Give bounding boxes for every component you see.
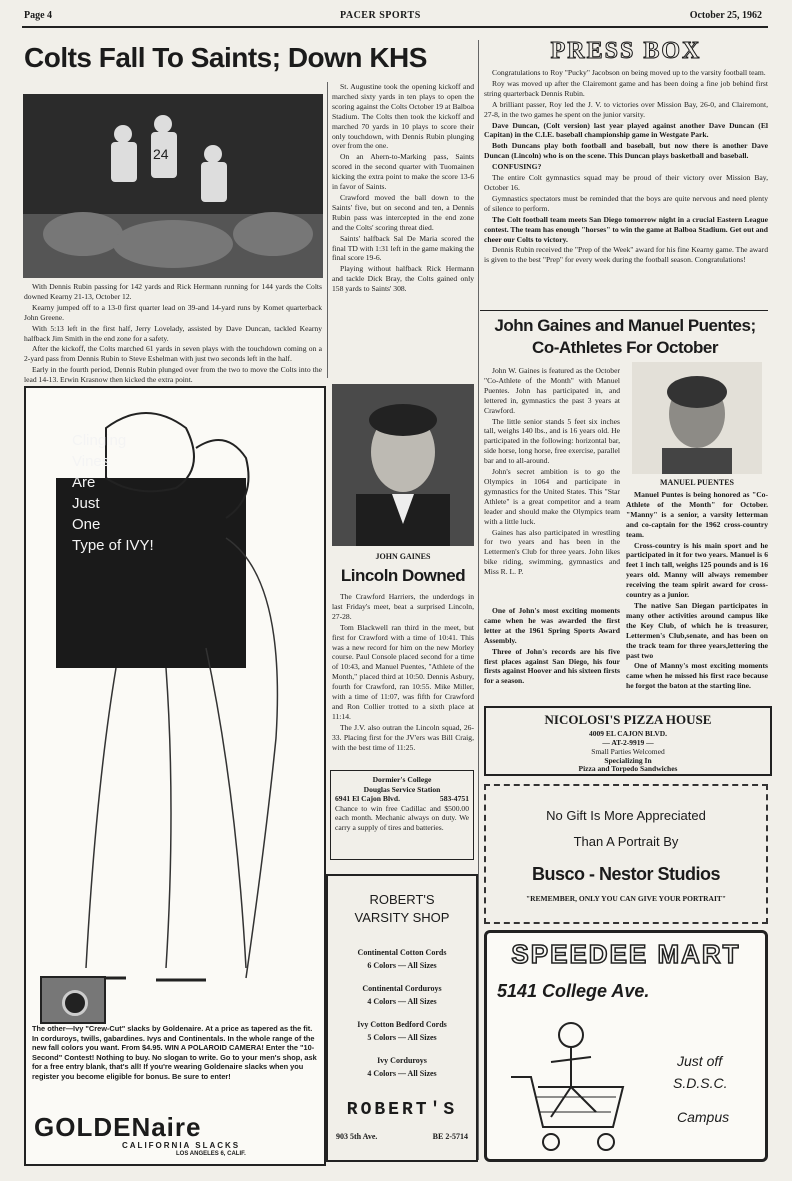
ad-tagline xyxy=(72,430,154,556)
nicolosi-address: 4009 EL CAJON BLVD. xyxy=(588,729,668,738)
header-rule xyxy=(22,26,768,28)
press-box-title: PRESS BOX xyxy=(550,38,702,64)
speedee-note-3: Campus xyxy=(677,1109,730,1125)
tagline-line: Just xyxy=(72,495,100,512)
paragraph: One of John's most exciting moments came when he was awarded the first letter at the 1961 Spring Sports Award Assembly. xyxy=(484,606,620,645)
paragraph: Manuel Puntes is being honored as "Co-Athlete of the Month" for October. "Manny" is a senior, a varsity letterman and co-captain for the 1962 cross-country team. xyxy=(626,490,768,539)
goldenaire-logo: GOLDENaire xyxy=(34,1112,202,1142)
busco-studio: Busco - Nestor Studios xyxy=(531,864,721,884)
speedee-note-2: S.D.S.C. xyxy=(673,1075,728,1091)
roberts-phone: BE 2-5714 xyxy=(432,1132,468,1141)
tagline-line: One xyxy=(72,516,101,533)
ad-copy: The other—Ivy "Crew-Cut" slacks by Goldenaire. At a price as tapered as the fit. In corduroys, twills, gabardines. Ivys and Continentals. In the whole range of the new fall colors you want. From $4.95. WIN A POLAROID CAMERA! Enter the "10-Second" Contest! Nothing to buy. No slogan to write. Go to your men's shop, ask for a free entry blank, that's all! If you're wearing Goldenaire slacks when you register you become eligible for bonus. Be sure to enter! xyxy=(32,1024,317,1081)
paragraph: The Colt football team meets San Diego tomorrow night in a crucial Eastern League contest. The team has enough "horses" to win the game at Balboa Stadium. Get out and cheer our Colts to victory. xyxy=(484,214,769,244)
speedee-title: SPEEDEE MART xyxy=(511,939,741,969)
dormier-body: Chance to win free Cadillac and $500.00 each month. Mechanic always on duty. We carry a supply of tires and batteries. xyxy=(335,803,469,832)
roberts-item-detail: 5 Colors — All Sizes xyxy=(367,1033,437,1042)
paragraph: With 5:13 left in the first half, Jerry Lovelady, assisted by Dave Duncan, tackled Kearny halfback Jim Smith in the end zone for a safety. xyxy=(24,323,322,343)
paragraph: Cross-country is his main sport and he participated in it for two years. Manuel is 6 feet 1 inch tall, weighs 125 pounds and is 16 years old. Manny will always remember receiving the team spirit award for cross-country as a junior. xyxy=(626,540,768,600)
page-number: Page 4 xyxy=(24,10,53,21)
busco-quote: "REMEMBER, ONLY YOU CAN GIVE YOUR PORTRAIT" xyxy=(525,894,727,903)
puentes-caption: MANUEL PUENTES xyxy=(659,478,734,487)
paragraph: Three of John's records are his five first places against San Diego, his four firsts against Hoover and his sixteen firsts for a season. xyxy=(484,646,620,686)
lincoln-story xyxy=(332,592,474,754)
paragraph: Tom Blackwell ran third in the meet, but first for Crawford with a time of 10:41. This was a new record for him on the new Morley course. Paul Console placed second for a time of 10:43, and Manuel Puentes, "Athlete of the Month," placed third at 10:50. Dennis Asbury, fourth for Crawford, ran 10:55. Mike Miller, with a time of 11:07, was fifth for Crawford and Ron Collier trotted to a sixth place at 11:14. xyxy=(332,622,474,721)
busco-line2: Than A Portrait By xyxy=(573,834,679,849)
paragraph: The J.V. also outran the Lincoln squad, 26-33. Placing first for the JV'ers was Bill Craig, with the best time of 11:25. xyxy=(332,722,474,752)
athletes-headline-line1: John Gaines and Manuel Puentes; xyxy=(494,316,756,335)
dormier-line1: Dormier's College xyxy=(372,775,432,784)
football-photo xyxy=(23,94,323,278)
roberts-title-2: VARSITY SHOP xyxy=(354,910,450,925)
paragraph: John's secret ambition is to go the Olympics in 1064 and participate in gymnastics for the United States. This "Star Athlete" is a great competitor and a team leader and should make the Olympics team with a little luck. xyxy=(484,467,620,526)
gaines-story-highlights xyxy=(484,606,620,687)
column-divider xyxy=(327,82,328,378)
dormier-line2: Douglas Service Station xyxy=(363,784,441,794)
polaroid-camera-icon xyxy=(40,976,106,1024)
paragraph: One of Manny's most exciting moments came when he missed his first race because he forgot the baton at the starting line. xyxy=(626,661,768,691)
shopping-cart-icon xyxy=(501,1017,651,1157)
paragraph: Saints' halfback Sal De Maria scored the final TD with 1:31 left in the game making the final score 19-6. xyxy=(332,233,474,263)
tagline-line: Clinging xyxy=(72,432,127,449)
speedee-mart-ad xyxy=(484,930,768,1162)
gaines-caption: JOHN GAINES xyxy=(375,552,431,561)
roberts-items xyxy=(328,946,476,1090)
paragraph: Gaines has also participated in wrestling for two years and has been in the Lettermen's Club for three years. John likes bike riding, swimming, gymnastics and Miss R. L. P. xyxy=(484,527,620,577)
busco-line1: No Gift Is More Appreciated xyxy=(546,808,706,823)
gaines-photo xyxy=(332,384,474,546)
paragraph: The entire Colt gymnastics squad may be proud of their victory over Mission Bay, October 16. xyxy=(484,173,768,192)
roberts-item-name: Continental Corduroys xyxy=(362,984,442,993)
paragraph: The little senior stands 5 feet six inches tall, weighs 140 lbs., and is 16 years old. He participated in the following: horizontal bar, side horse, long horse, free exercise, parallel bar and to all-around. xyxy=(484,416,620,466)
roberts-title-1: ROBERT'S xyxy=(369,892,435,907)
paragraph: Kearny jumped off to a 13-0 first quarter lead on 39-and 14-yard runs by Komet quarterback John Greene. xyxy=(24,302,322,322)
paragraph: The Crawford Harriers, the underdogs in last Friday's meet, beat a surprised Lincoln, 27-28. xyxy=(332,592,474,621)
issue-date: October 25, 1962 xyxy=(689,10,762,21)
nicolosi-line3: Pizza and Torpedo Sandwiches xyxy=(578,764,678,773)
brand-location: LOS ANGELES 6, CALIF. xyxy=(176,1151,246,1157)
dormier-ad xyxy=(330,770,474,860)
paragraph: Dennis Rubin received the "Prep of the Week" award for his fine Kearny game. The award is given to the best "Prep" for every week during the football season. Congratulations! xyxy=(484,245,768,265)
section-rule xyxy=(480,310,768,311)
svg-text:24: 24 xyxy=(153,146,169,162)
paragraph: Dave Duncan, (Colt version) last year played against another Dave Duncan (El Capitan) in the C.I.E. baseball championship game in Westgate Park. xyxy=(484,120,768,140)
lincoln-headline: Lincoln Downed xyxy=(340,566,466,585)
roberts-item-detail: 4 Colors — All Sizes xyxy=(367,997,437,1006)
nicolosi-phone: — AT-2-9919 — xyxy=(602,738,654,747)
column-divider xyxy=(478,40,479,1160)
roberts-item-name: Ivy Cotton Bedford Cords xyxy=(357,1020,447,1029)
brand-subtitle: CALIFORNIA SLACKS xyxy=(122,1141,241,1150)
colts-story-right xyxy=(332,82,474,295)
paragraph: With Dennis Rubin passing for 142 yards and Rick Hermann running for 144 yards the Colts downed Kearny 21-13, October 12. xyxy=(24,282,322,301)
paragraph: Playing without halfback Rick Hermann and tackle Dick Bray, the Colts gained only 158 yards to Saints' 308. xyxy=(332,264,474,294)
roberts-ad xyxy=(326,874,478,1162)
nicolosi-title: NICOLOSI'S PIZZA HOUSE xyxy=(544,712,712,727)
dormier-address: 6941 El Cajon Blvd. xyxy=(335,794,400,804)
paragraph: Gymnastics spectators must be reminded that the boys are quite nervous and need plenty of silence to perform. xyxy=(484,193,768,213)
dormier-phone: 583-4751 xyxy=(439,794,469,804)
nicolosi-ad xyxy=(484,706,772,776)
paragraph: Both Duncans play both football and baseball, but now there is another Dave Duncan (Lincoln) who is on the scene. This Duncan plays basketball and baseball. xyxy=(484,141,768,161)
paragraph: CONFUSING? xyxy=(492,162,542,172)
nicolosi-line1: Small Parties Welcomed xyxy=(591,747,665,756)
puentes-story xyxy=(626,490,768,692)
ad-illustration xyxy=(26,388,324,1008)
masthead: PACER SPORTS xyxy=(340,10,421,21)
tagline-line: Type of IVY! xyxy=(72,537,154,554)
paragraph: Congratulations to Roy "Pucky" Jacobson on being moved up to the varsity football team. xyxy=(492,68,766,77)
paragraph: After the kickoff, the Colts marched 61 yards in seven plays with the touchdown coming on a 2-yard pass from Dennis Rubin to Steve Eshelman with just two seconds left in the half. xyxy=(24,344,322,364)
busco-nestor-ad xyxy=(484,784,768,924)
roberts-item-name: Ivy Corduroys xyxy=(377,1056,427,1065)
nicolosi-line2: Specializing In xyxy=(604,756,652,765)
roberts-item-name: Continental Cotton Cords xyxy=(357,948,447,957)
goldenaire-ad xyxy=(24,386,326,1166)
speedee-note-1: Just off xyxy=(677,1053,723,1069)
colts-headline: Colts Fall To Saints; Down KHS xyxy=(24,42,427,73)
puentes-photo xyxy=(632,362,762,474)
paragraph: A brilliant passer, Roy led the J. V. to victories over Mission Bay, 26-0, and Clairemont, 27-8, in the two games he spent on the junior varsity. xyxy=(484,99,768,119)
paragraph: On an Ahern-to-Marking pass, Saints scored in the second quarter with Tuomainen kicking the extra point to make the score 13-6 in favor of Saints. xyxy=(332,152,474,192)
tagline-line: Are xyxy=(72,474,96,491)
press-box-column xyxy=(484,68,768,266)
roberts-item-detail: 6 Colors — All Sizes xyxy=(367,961,437,970)
speedee-address: 5141 College Ave. xyxy=(497,981,650,1001)
paragraph: Early in the fourth period, Dennis Rubin plunged over from the two to move the Colts into the lead 14-13. Erwin Krasnow then kicked the extra point. xyxy=(24,365,322,385)
roberts-address: 903 5th Ave. xyxy=(336,1132,378,1141)
athletes-headline-line2: Co-Athletes For October xyxy=(532,338,718,357)
paragraph: John W. Gaines is featured as the October "Co-Athlete of the Month" with Manuel Puentes. John has participated in, and lettered in, gymnastics the past 3 years at Crawford. xyxy=(484,366,620,415)
paragraph: St. Augustine took the opening kickoff and marched sixty yards in ten plays to open the scoring against the Colts October 19 at Balboa Stadium. The Colts then took the kickoff and marched 70 yards in 10 plays to score their only touchdown, with Dennis Rubin plunging over from the one. xyxy=(332,82,474,151)
paragraph: Roy was moved up after the Clairemont game and has been doing a fine job behind first string quarterback Dennis Rubin. xyxy=(484,78,768,98)
paragraph: Crawford moved the ball down to the Saints' five, but on second and ten, a Dennis Rubin pass was intercepted in the end zone and the Colts' scoring threat died. xyxy=(332,192,474,232)
gaines-story xyxy=(484,366,620,578)
roberts-item-detail: 4 Colors — All Sizes xyxy=(367,1069,437,1078)
tagline-line: Vines xyxy=(72,453,110,470)
roberts-logo: ROBERT'S xyxy=(346,1100,458,1120)
paragraph: The native San Diegan participates in many other activities around campus like the Key Club, of which he is treasurer, Lettermen's Club,senate, and has been on the track team for three years,lettering the past two xyxy=(626,600,768,660)
